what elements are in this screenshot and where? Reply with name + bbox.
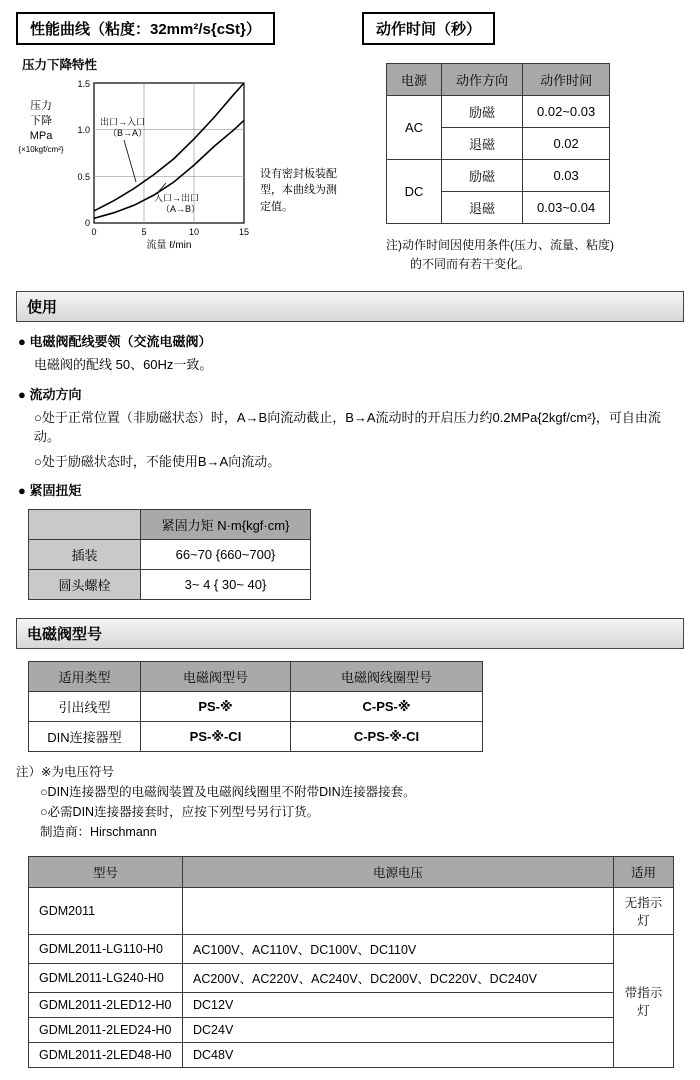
annotation-a-to-b-sub: （A→B） <box>161 204 201 214</box>
table-row <box>29 692 483 722</box>
flow-direction-heading: ● 流动方向 <box>18 386 82 402</box>
y-axis-label <box>16 75 66 253</box>
operation-time-section-header: 动作时间（秒） <box>362 12 495 45</box>
table-row <box>29 722 483 752</box>
col-header-type: 适用类型 <box>29 662 141 692</box>
x-tick: 0 <box>91 227 97 237</box>
usage-section <box>18 331 684 499</box>
valve-model-table <box>28 661 483 752</box>
note-line: 注)动作时间因使用条件(压力、流量、粘度) <box>386 238 614 252</box>
model-note-1: 注）※为电压符号 <box>16 765 114 780</box>
torque-table <box>28 509 311 600</box>
cell-direction: 励磁 <box>442 96 523 128</box>
table-row <box>387 96 610 128</box>
y-axis-unit: {×10kgf/cm²} <box>18 144 64 154</box>
cell-usage-no-indicator: 无指示灯 <box>614 888 674 935</box>
usage-section-header: 使用 <box>16 291 684 322</box>
performance-column <box>16 12 348 273</box>
col-header-usage: 适用 <box>614 857 674 888</box>
cell-power-ac: AC <box>387 96 442 160</box>
table-header-row <box>29 662 483 692</box>
cell-model: GDML2011-LG110-H0 <box>29 935 183 964</box>
cell-voltage: DC12V <box>183 993 614 1018</box>
cell-voltage: DC48V <box>183 1043 614 1068</box>
chart-title: 压力下降特性 <box>22 58 98 72</box>
cell-type: 引出线型 <box>29 692 141 722</box>
x-axis-label: 流量 ℓ/min <box>146 240 192 251</box>
cell-torque-value: 66~70 {660~700} <box>141 540 311 570</box>
table-row <box>29 540 311 570</box>
cell-model: GDML2011-2LED48-H0 <box>29 1043 183 1068</box>
cell-model: GDML2011-2LED24-H0 <box>29 1018 183 1043</box>
y-tick: 1.5 <box>77 79 90 89</box>
y-axis-label-line: MPa <box>29 129 53 142</box>
flow-direction-note-2: ○处于励磁状态时，不能使用B→A向流动。 <box>34 453 281 469</box>
y-tick: 0.5 <box>77 172 90 182</box>
wiring-heading: ● 电磁阀配线要领（交流电磁阀） <box>18 334 212 350</box>
table-row <box>29 935 674 964</box>
cell-power-dc: DC <box>387 160 442 224</box>
table-header-row <box>387 64 610 96</box>
performance-section-header: 性能曲线（粘度：32mm²/s{cSt}） <box>16 12 275 45</box>
connector-table <box>28 856 674 1068</box>
table-header-row <box>29 510 311 540</box>
pressure-chart-area <box>16 75 348 253</box>
model-note-2: ○DIN连接器型的电磁阀装置及电磁阀线圈里不附带DIN连接器接套。 <box>40 785 416 800</box>
cell-time: 0.02~0.03 <box>523 96 610 128</box>
col-header-power: 电源 <box>387 64 442 96</box>
table-row <box>29 1043 674 1068</box>
cell-time: 0.03 <box>523 160 610 192</box>
cell-usage-with-indicator: 带指示灯 <box>614 935 674 1068</box>
col-header-valve-model: 电磁阀型号 <box>141 662 291 692</box>
operation-time-note <box>386 236 684 273</box>
cell-model: GDM2011 <box>29 888 183 935</box>
torque-header: 紧固力矩 N·m{kgf·cm} <box>141 510 311 540</box>
cell-type: DIN连接器型 <box>29 722 141 752</box>
cell-direction: 退磁 <box>442 128 523 160</box>
model-note-3: ○必需DIN连接器接套时，应按下列型号另行订货。 <box>40 805 320 820</box>
cell-direction: 励磁 <box>442 160 523 192</box>
annotation-b-to-a-sub: （B→A） <box>108 128 148 138</box>
model-section-header: 电磁阀型号 <box>16 618 684 649</box>
operation-time-column <box>348 12 684 273</box>
cell-valve-model: PS-※-CI <box>141 722 291 752</box>
annotation-b-to-a: 出口→入口 <box>100 117 146 127</box>
table-row <box>29 888 674 935</box>
cell-time: 0.02 <box>523 128 610 160</box>
pressure-drop-chart <box>66 75 256 253</box>
note-line: 的不同而有若干变化。 <box>410 256 531 271</box>
x-tick: 15 <box>238 227 250 237</box>
cell-torque-label: 圆头螺栓 <box>29 570 141 600</box>
cell-model: GDML2011-LG240-H0 <box>29 964 183 993</box>
y-tick: 1.0 <box>77 125 90 135</box>
y-axis-label-line: 下降 <box>30 114 52 127</box>
table-row <box>29 1018 674 1043</box>
y-tick: 0 <box>84 218 90 228</box>
cell-coil-model: C-PS-※ <box>291 692 483 722</box>
cell-voltage: AC200V、AC220V、AC240V、DC200V、DC220V、DC240V <box>183 964 614 993</box>
cell-valve-model: PS-※ <box>141 692 291 722</box>
top-row <box>16 12 684 273</box>
table-row <box>387 160 610 192</box>
cell-direction: 退磁 <box>442 192 523 224</box>
col-header-direction: 动作方向 <box>442 64 523 96</box>
flow-direction-note-1: ○处于正常位置（非励磁状态）时，A→B向流动截止，B→A流动时的开启压力约0.2MPa{2kgf/cm²}，可自由流动。 <box>34 409 661 445</box>
table-row <box>29 993 674 1018</box>
manufacturer-note: 制造商：Hirschmann <box>40 825 157 840</box>
torque-heading: ● 紧固扭矩 <box>18 483 82 499</box>
col-header-time: 动作时间 <box>523 64 610 96</box>
cell-voltage <box>183 888 614 935</box>
cell-torque-value: 3~ 4 { 30~ 40} <box>141 570 311 600</box>
col-header-model: 型号 <box>29 857 183 888</box>
annotation-a-to-b: 入口→出口 <box>154 193 200 203</box>
cell-model: GDML2011-2LED12-H0 <box>29 993 183 1018</box>
cell-voltage: AC100V、AC110V、DC100V、DC110V <box>183 935 614 964</box>
torque-header-blank <box>29 510 141 540</box>
model-notes <box>16 762 684 842</box>
y-axis-label-line: 压力 <box>30 100 52 112</box>
col-header-coil-model: 电磁阀线圈型号 <box>291 662 483 692</box>
cell-coil-model: C-PS-※-CI <box>291 722 483 752</box>
wiring-text: 电磁阀的配线 50、60Hz一致。 <box>34 357 213 373</box>
cell-time: 0.03~0.04 <box>523 192 610 224</box>
table-header-row <box>29 857 674 888</box>
x-tick: 5 <box>141 227 147 237</box>
cell-voltage: DC24V <box>183 1018 614 1043</box>
x-tick: 10 <box>188 227 200 237</box>
operation-time-table <box>386 63 610 224</box>
table-row <box>29 964 674 993</box>
cell-torque-label: 插装 <box>29 540 141 570</box>
table-row <box>29 570 311 600</box>
chart-note: 设有密封板装配型，本曲线为测定值。 <box>260 167 337 213</box>
col-header-voltage: 电源电压 <box>183 857 614 888</box>
